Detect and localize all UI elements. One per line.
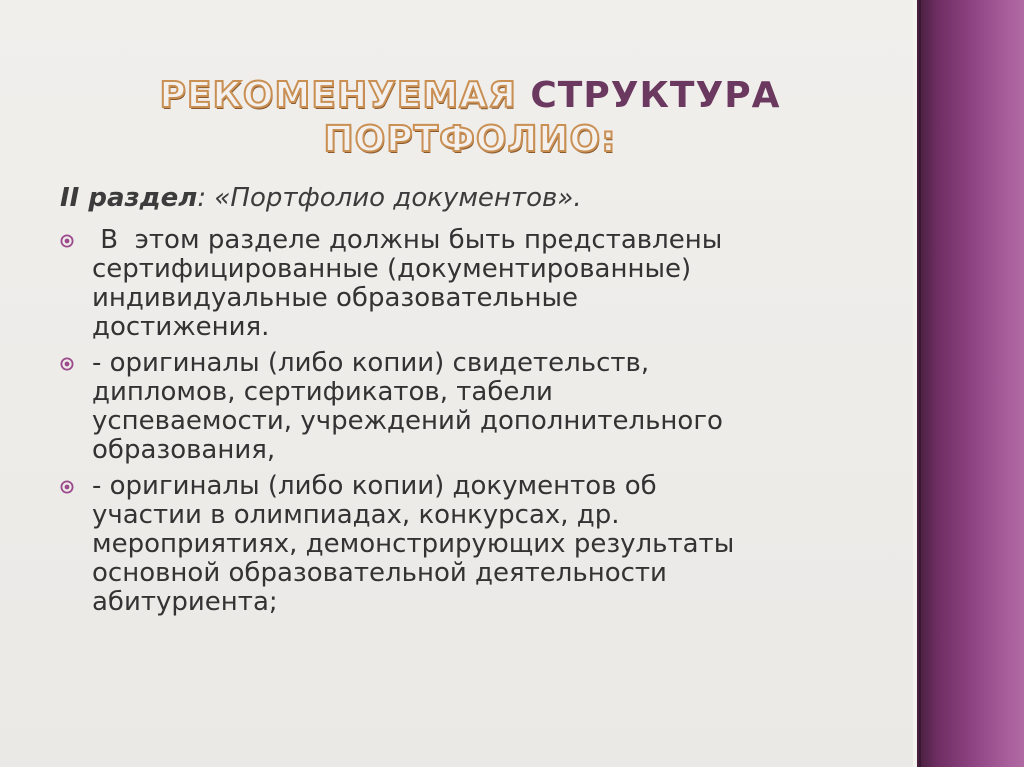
bullet-2-line-2: дипломов, сертификатов, табели bbox=[92, 377, 553, 407]
bullet-1-line-3: индивидуальные образовательные bbox=[92, 283, 578, 313]
bullet-3-line-4: основной образовательной деятельности bbox=[92, 558, 667, 588]
section-label: II раздел bbox=[60, 183, 198, 213]
bullet-1-line-2: сертифицированные (документированные) bbox=[92, 254, 692, 284]
bullet-1-line-4: достижения. bbox=[92, 312, 270, 342]
slide-title bbox=[120, 74, 820, 162]
bullet-2-line-1: - оригиналы (либо копии) свидетельств, bbox=[92, 348, 650, 378]
bullet-1-line-1: В этом разделе должны быть представлены bbox=[92, 225, 723, 255]
title-word-portfolio: ПОРТФОЛИО: bbox=[323, 119, 617, 160]
bullet-3-line-5: абитуриента; bbox=[92, 587, 278, 617]
section-heading bbox=[60, 183, 582, 213]
title-word-structure: СТРУКТУРА bbox=[530, 75, 781, 116]
bullet-3-line-1: - оригиналы (либо копии) документов об bbox=[92, 471, 657, 501]
circled-dot-icon bbox=[60, 357, 74, 371]
title-word-recommended: РЕКОМЕНУЕМАЯ bbox=[159, 75, 517, 116]
circled-dot-icon bbox=[60, 234, 74, 248]
bullet-3-line-2: участии в олимпиадах, конкурсах, др. bbox=[92, 500, 620, 530]
bullet-item-1 bbox=[60, 226, 860, 342]
bullet-3-line-3: мероприятиях, демонстрирующих результаты bbox=[92, 529, 735, 559]
circled-dot-icon bbox=[60, 480, 74, 494]
bullet-2-line-3: успеваемости, учреждений дополнительного bbox=[92, 406, 723, 436]
section-title: : «Портфолио документов». bbox=[197, 183, 582, 213]
bullet-item-3 bbox=[60, 472, 860, 617]
bullet-item-2 bbox=[60, 349, 860, 465]
bullet-2-line-4: образования, bbox=[92, 435, 276, 465]
decorative-side-band bbox=[913, 0, 1024, 767]
bullet-list bbox=[60, 226, 860, 624]
